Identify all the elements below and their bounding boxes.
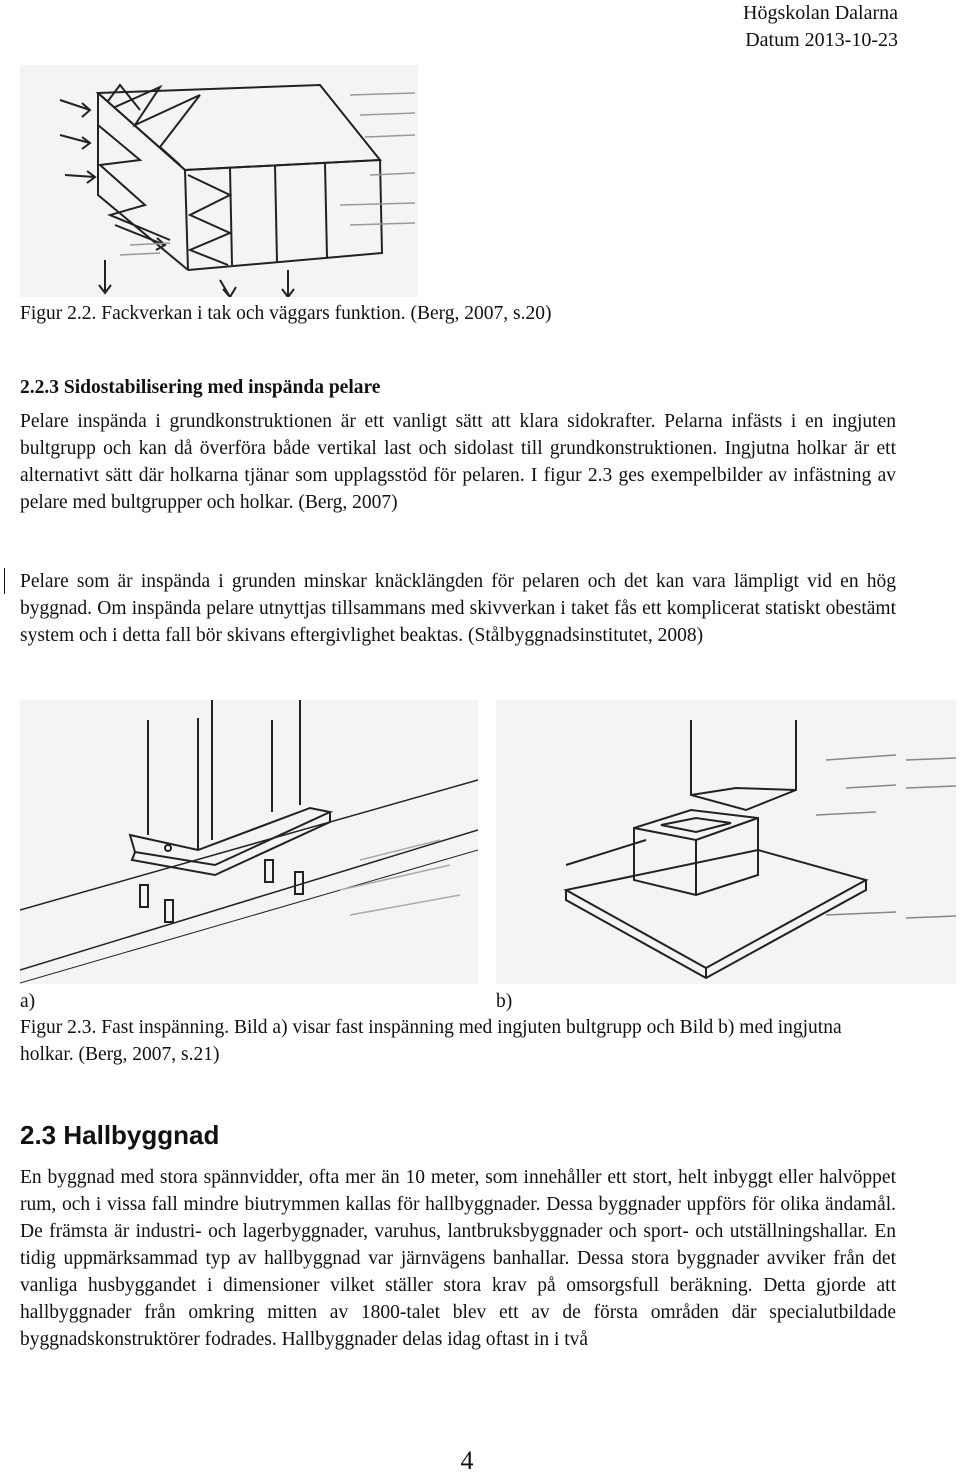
change-bar [4,568,5,594]
figure-2-3a-image [20,700,478,984]
header-date: Datum 2013-10-23 [745,29,898,51]
section-2-2-3-paragraph-1: Pelare inspända i grundkonstruktionen är ett vanligt sätt att klara sidokrafter. Pelarna infästs i en ingjuten bultgrupp och kan då överföra både vertikal last och sidolast till grundkonstruktionen. Ingjutna holkar är ett alternativt sätt där holkarna tjänar som upplagsstöd för pelaren. I figur 2.3 ges exempelbilder av infästning av pelare med bultgrupper och holkar. (Berg, 2007) [20,411,896,513]
figure-2-3b-image [496,700,956,984]
figure-2-3a-label: a) [20,991,36,1012]
section-2-3-paragraph: En byggnad med stora spännvidder, ofta mer än 10 meter, som innehåller ett stort, helt inbyggt eller halvöppet rum, och i vissa fall mindre biutrymmen kallas för hallbyggnader. Dessa byggnader uppförs för olika ändamål. De främsta är industri- och lagerbyggnader, varuhus, lantbruksbyggnader och sport- och utställningshallar. En tidig uppmärksammad typ av hallbyggnad var järnvägens banhallar. Dessa stora byggnader avviker från det vanliga husbyggandet i dimensioner vilket ställer stora krav på omsorgsfull beräkning. Detta gjorde att hallbyggnader från omkring mitten av 1800-talet blev ett av de första områden där specialutbildade byggnadskonstruktörer fodrades. Hallbyggnader delas idag oftast in i två [20,1167,896,1350]
figure-2-2-image [20,65,418,297]
page-number: 4 [460,1446,474,1475]
section-heading-2-3: 2.3 Hallbyggnad [20,1120,220,1150]
figure-2-2-caption: Figur 2.2. Fackverkan i tak och väggars funktion. (Berg, 2007, s.20) [20,303,552,324]
section-2-2-3-paragraph-2: Pelare som är inspända i grunden minskar knäcklängden för pelaren och det kan vara lämpligt vid en hög byggnad. Om inspända pelare utnyttjas tillsammans med skivverkan i taket fås ett komplicerat statiskt obestämt system och i detta fall bör skivans eftergivlighet beaktas. (Stålbyggnadsinstitutet, 2008) [20,571,896,646]
figure-2-3-caption: Figur 2.3. Fast inspänning. Bild a) visar fast inspänning med ingjuten bultgrupp och Bild b) med ingjutna holkar. (Berg, 2007, s.21) [20,1017,842,1065]
header-institution: Högskolan Dalarna [743,2,898,24]
page-header [743,0,898,54]
section-heading-2-2-3: 2.2.3 Sidostabilisering med inspända pelare [20,377,381,398]
figure-2-3b-label: b) [496,991,513,1012]
